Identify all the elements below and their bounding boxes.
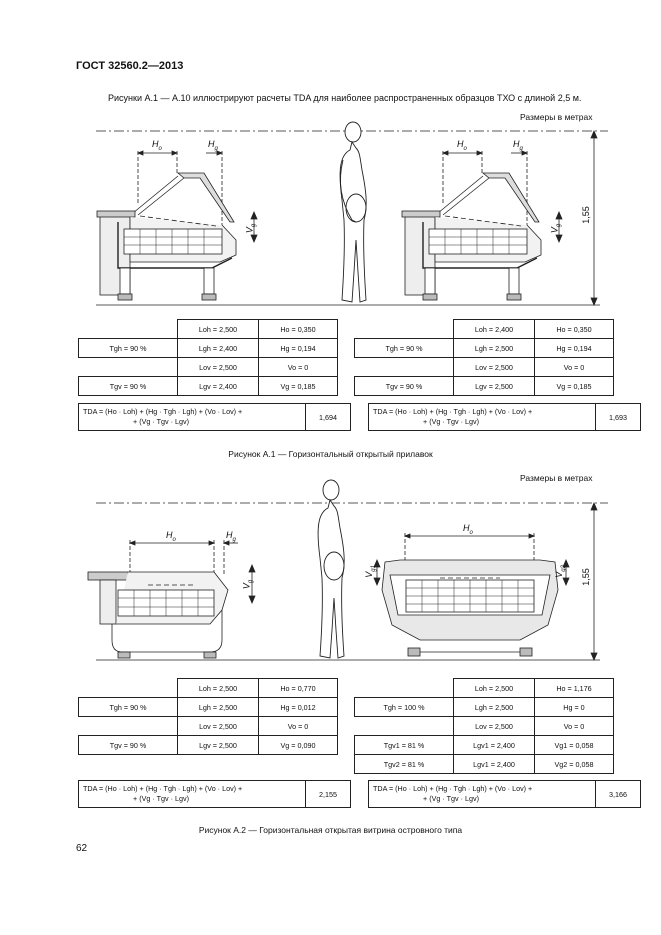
- formula-fig1-left: TDA = (Ho · Loh) + (Hg · Tgh · Lgh) + (Vo · Lov) + + (Vg · Tgv · Lgv) 1,694: [78, 403, 351, 431]
- label-ho-fig1-right: $H_o$: [457, 139, 467, 152]
- page-number: 62: [76, 843, 88, 854]
- counter-left-drawing: [97, 151, 257, 300]
- height-label-fig1: 1,55: [580, 206, 591, 224]
- label-vg2-fig2: $V_{g2}$: [553, 565, 567, 578]
- label-hg-fig1-right: $H_g$: [513, 139, 523, 152]
- units-note-fig1: Размеры в метрах: [520, 112, 593, 122]
- caption-fig2: Рисунок А.2 — Горизонтальная открытая витрина островного типа: [198, 825, 463, 835]
- label-vg-fig2-left: $V_g$: [241, 579, 255, 590]
- caption-fig1: Рисунок А.1 — Горизонтальный открытый прилавок: [228, 449, 433, 459]
- intro-text: Рисунки А.1 — А.10 иллюстрируют расчеты TDA для наиболее распространенных образцов ТХО с длиной 2,5 м.: [108, 93, 582, 103]
- table-fig2-left: Loh = 2,500 Ho = 0,770 Tgh = 90 % Lgh = 2,500 Hg = 0,012 Lov = 2,500 Vo = 0 Tgv = 90 % Lgv = 2,500 Vg = 0,090: [78, 678, 338, 755]
- label-vg1-fig2: $V_{g1}$: [363, 565, 377, 578]
- display-island-drawing: [374, 533, 569, 656]
- label-ho-fig2-right: $H_o$: [463, 523, 473, 536]
- units-note-fig2: Размеры в метрах: [520, 473, 593, 483]
- document-header: ГОСТ 32560.2—2013: [76, 60, 184, 72]
- label-vg-fig1-left: $V_g$: [244, 223, 258, 234]
- person-silhouette-fig1: [340, 122, 366, 302]
- formula-fig1-right: TDA = (Ho · Loh) + (Hg · Tgh · Lgh) + (Vo · Lov) + + (Vg · Tgv · Lgv) 1,693: [368, 403, 641, 431]
- label-ho-fig2-left: $H_o$: [166, 530, 176, 543]
- formula-fig2-left: TDA = (Ho · Loh) + (Hg · Tgh · Lgh) + (Vo · Lov) + + (Vg · Tgv · Lgv) 2,155: [78, 780, 351, 808]
- table-fig2-right: Loh = 2,500 Ho = 1,176 Tgh = 100 % Lgh = 2,500 Hg = 0 Lov = 2,500 Vo = 0 Tgv1 = 81 % Lgv1 = 2,400 Vg1 = 0,058 Tgv2 = 81 % Lgv1 = 2,400 Vg2 = 0,058: [354, 678, 614, 774]
- table-fig1-left: Loh = 2,500 Ho = 0,350 Tgh = 90 % Lgh = 2,400 Hg = 0,194 Lov = 2,500 Vo = 0 Tgv = 90 % Lgv = 2,400 Vg = 0,185: [78, 319, 338, 396]
- person-silhouette-fig2: [318, 480, 344, 658]
- label-ho-fig1-left: $H_o$: [152, 139, 162, 152]
- label-vg-fig1-right: $V_g$: [549, 223, 563, 234]
- label-hg-fig2-left: $H_g$: [226, 530, 236, 543]
- table-fig1-right: Loh = 2,400 Ho = 0,350 Tgh = 90 % Lgh = 2,500 Hg = 0,194 Lov = 2,500 Vo = 0 Tgv = 90 % Lgv = 2,500 Vg = 0,185: [354, 319, 614, 396]
- formula-fig2-right: TDA = (Ho · Loh) + (Hg · Tgh · Lgh) + (Vo · Lov) + + (Vg · Tgv · Lgv) 3,166: [368, 780, 641, 808]
- counter-right-drawing: [402, 151, 562, 300]
- display-left-drawing: [88, 540, 255, 658]
- label-hg-fig1-left: $H_g$: [208, 139, 218, 152]
- height-label-fig2: 1,55: [580, 568, 591, 586]
